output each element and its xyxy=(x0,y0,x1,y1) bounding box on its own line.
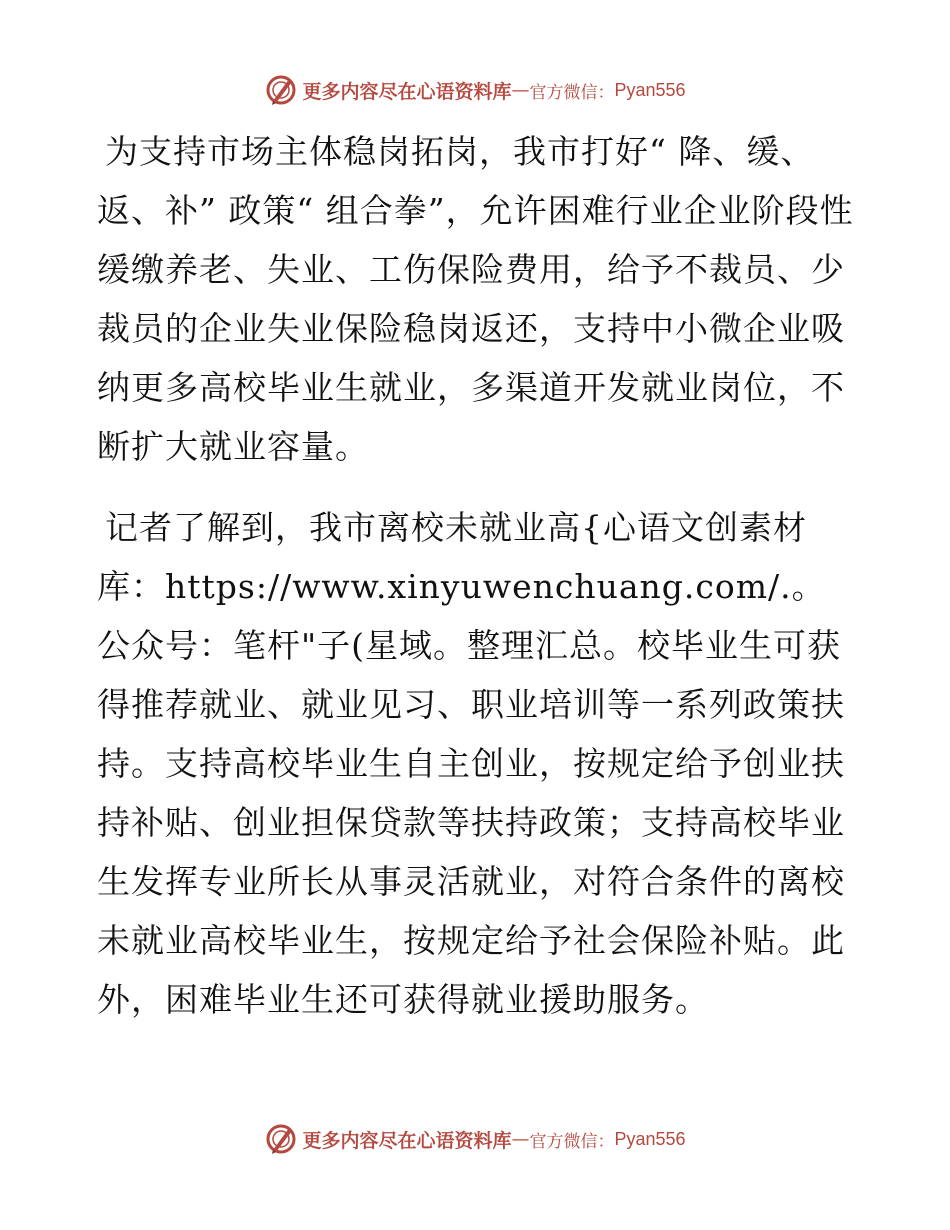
pen-circle-logo-icon xyxy=(264,1122,298,1156)
banner-dash: — xyxy=(511,79,530,101)
pen-circle-logo-icon xyxy=(264,73,298,107)
footer-banner-title: 更多内容尽在心语资料库 xyxy=(302,1129,512,1152)
paragraph-2: 记者了解到，我市离校未就业高{心语文创素材库：https://www.xinyuwenchuang.com/.。公众号：笔杆"子(星域。整理汇总。校毕业生可获得推荐就业、就业见习、职业培训等一系列政策扶持。支持高校毕业生自主创业，按规定给予创业扶持补贴、创业担保贷款等扶持政策；支持高校毕业生发挥专业所长从事灵活就业，对符合条件的离校未就业高校毕业生，按规定给予社会保险补贴。此外，困难毕业生还可获得就业援助服务。 xyxy=(97,508,845,1019)
footer-banner xyxy=(0,1121,950,1157)
banner-wechat-label: 官方微信： xyxy=(529,82,615,103)
footer-banner-dash: — xyxy=(511,1128,530,1150)
footer-banner-wechat-label: 官方微信： xyxy=(529,1131,615,1152)
header-banner xyxy=(0,72,950,108)
banner-title: 更多内容尽在心语资料库 xyxy=(302,80,512,103)
document-body xyxy=(97,122,857,1029)
banner-wechat-id: Pyan556 xyxy=(614,79,686,100)
footer-banner-wechat-id: Pyan556 xyxy=(614,1128,686,1149)
paragraph-1: 为支持市场主体稳岗拓岗，我市打好“ 降、缓、返、补” 政策“ 组合拳”，允许困难行业企业阶段性缓缴养老、失业、工伤保险费用，给予不裁员、少裁员的企业失业保险稳岗返还，支持中小微企业吸纳更多高校毕业生就业，多渠道开发就业岗位，不断扩大就业容量。 xyxy=(97,132,854,466)
